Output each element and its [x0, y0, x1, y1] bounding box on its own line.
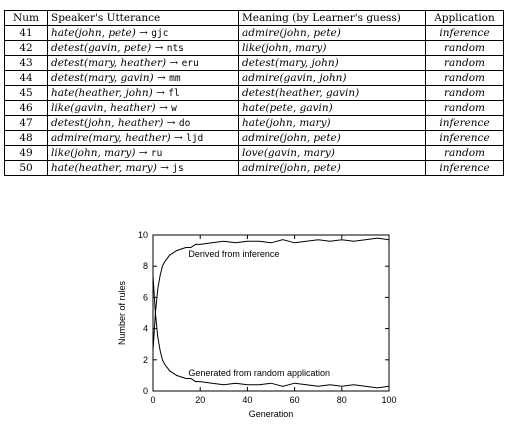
utterance-meaning: hate(john, pete): [51, 26, 136, 39]
series-label-inference: Derived from inference: [188, 248, 280, 259]
header-application: Application: [426, 11, 504, 26]
header-utterance: Speaker's Utterance: [48, 11, 239, 26]
table-row: [5, 161, 504, 176]
table-row: [5, 146, 504, 161]
y-tick-label: 10: [137, 230, 148, 240]
arrow-glyph: →: [152, 86, 169, 99]
guessed-meaning: love(gavin, mary): [242, 146, 335, 159]
x-tick-label: 100: [381, 395, 397, 405]
application-cell: inference: [426, 26, 504, 41]
utterance-meaning: hate(heather, mary): [51, 161, 157, 174]
arrow-glyph: →: [163, 116, 179, 129]
guessed-meaning: hate(pete, gavin): [242, 101, 333, 114]
y-tick-label: 4: [142, 323, 148, 334]
arrow-glyph: →: [156, 161, 173, 174]
row-num: 45: [5, 86, 48, 101]
meaning-cell: [239, 131, 426, 146]
utterance-meaning: detest(mary, gavin): [51, 71, 154, 84]
x-tick-label: 60: [289, 395, 300, 405]
header-meaning: Meaning (by Learner's guess): [239, 11, 426, 26]
table-row: [5, 86, 504, 101]
series-label-random: Generated from random application: [188, 368, 330, 379]
application-cell: random: [426, 41, 504, 56]
utterance-string: js: [172, 162, 184, 174]
arrow-glyph: →: [170, 131, 187, 144]
guessed-meaning: hate(john, mary): [242, 116, 331, 129]
guessed-meaning: admire(gavin, john): [242, 71, 347, 84]
table-row: [5, 26, 504, 41]
meaning-cell: [239, 86, 426, 101]
series-lines: [153, 238, 389, 388]
arrow-glyph: →: [151, 41, 167, 54]
arrow-glyph: →: [155, 101, 172, 114]
y-tick-label: 8: [142, 261, 148, 272]
x-tick-label: 80: [336, 395, 347, 405]
header-num: Num: [5, 11, 48, 26]
utterance-meaning: hate(heather, john): [51, 86, 153, 99]
utterance-cell: [48, 161, 239, 176]
arrow-glyph: →: [135, 26, 152, 39]
meaning-cell: [239, 101, 426, 116]
utterance-meaning: admire(mary, heather): [51, 131, 171, 144]
learning-table: [4, 10, 504, 176]
utterance-cell: [48, 41, 239, 56]
learning-table-container: [4, 10, 501, 176]
meaning-cell: [239, 146, 426, 161]
row-num: 41: [5, 26, 48, 41]
x-axis-label: Generation: [248, 409, 294, 419]
utterance-string: ljd: [186, 132, 204, 144]
table-header-row: [5, 11, 504, 26]
guessed-meaning: admire(john, pete): [242, 26, 341, 39]
table-row: [5, 131, 504, 146]
meaning-cell: [239, 41, 426, 56]
row-num: 43: [5, 56, 48, 71]
guessed-meaning: like(john, mary): [242, 41, 327, 54]
arrow-glyph: →: [153, 71, 170, 84]
y-tick-label: 2: [142, 354, 148, 365]
arrow-glyph: →: [135, 146, 151, 159]
utterance-cell: [48, 146, 239, 161]
arrow-glyph: →: [166, 56, 182, 69]
table-row: [5, 41, 504, 56]
utterance-cell: [48, 26, 239, 41]
utterance-string: w: [171, 102, 177, 114]
x-tick-label: 20: [195, 395, 206, 405]
row-num: 46: [5, 101, 48, 116]
utterance-string: gjc: [151, 27, 169, 39]
row-num: 49: [5, 146, 48, 161]
row-num: 44: [5, 71, 48, 86]
application-cell: inference: [426, 131, 504, 146]
y-tick-label: 6: [142, 292, 148, 303]
x-tick-label: 0: [150, 395, 156, 405]
meaning-cell: [239, 116, 426, 131]
utterance-meaning: detest(john, heather): [51, 116, 164, 129]
utterance-string: eru: [181, 57, 199, 69]
application-cell: random: [426, 71, 504, 86]
y-axis-label: Number of rules: [117, 280, 127, 346]
application-cell: random: [426, 146, 504, 161]
utterance-cell: [48, 116, 239, 131]
utterance-string: nts: [166, 42, 184, 54]
utterance-meaning: detest(mary, heather): [51, 56, 167, 69]
application-cell: random: [426, 86, 504, 101]
utterance-string: do: [178, 117, 191, 129]
table-body: [5, 26, 504, 176]
application-cell: random: [426, 101, 504, 116]
row-num: 42: [5, 41, 48, 56]
application-cell: random: [426, 56, 504, 71]
y-tick-label: 0: [142, 386, 148, 396]
utterance-cell: [48, 71, 239, 86]
table-row: [5, 101, 504, 116]
x-tick-label: 40: [242, 395, 253, 405]
guessed-meaning: detest(heather, gavin): [242, 86, 360, 99]
utterance-meaning: like(john, mary): [51, 146, 136, 159]
utterance-meaning: detest(gavin, pete): [51, 41, 152, 54]
table-row: [5, 71, 504, 86]
guessed-meaning: admire(john, pete): [242, 161, 341, 174]
row-num: 48: [5, 131, 48, 146]
table-row: [5, 56, 504, 71]
utterance-string: ru: [150, 147, 163, 159]
rules-chart: [105, 222, 405, 422]
application-cell: inference: [426, 161, 504, 176]
meaning-cell: [239, 56, 426, 71]
meaning-cell: [239, 161, 426, 176]
utterance-cell: [48, 86, 239, 101]
rules-chart-container: [105, 222, 405, 422]
table-row: [5, 116, 504, 131]
utterance-string: fl: [168, 87, 180, 99]
utterance-cell: [48, 56, 239, 71]
row-num: 50: [5, 161, 48, 176]
meaning-cell: [239, 26, 426, 41]
utterance-cell: [48, 131, 239, 146]
utterance-string: mm: [169, 72, 181, 84]
utterance-meaning: like(gavin, heather): [51, 101, 156, 114]
guessed-meaning: detest(mary, john): [242, 56, 339, 69]
utterance-cell: [48, 101, 239, 116]
row-num: 47: [5, 116, 48, 131]
application-cell: inference: [426, 116, 504, 131]
guessed-meaning: admire(john, pete): [242, 131, 341, 144]
meaning-cell: [239, 71, 426, 86]
